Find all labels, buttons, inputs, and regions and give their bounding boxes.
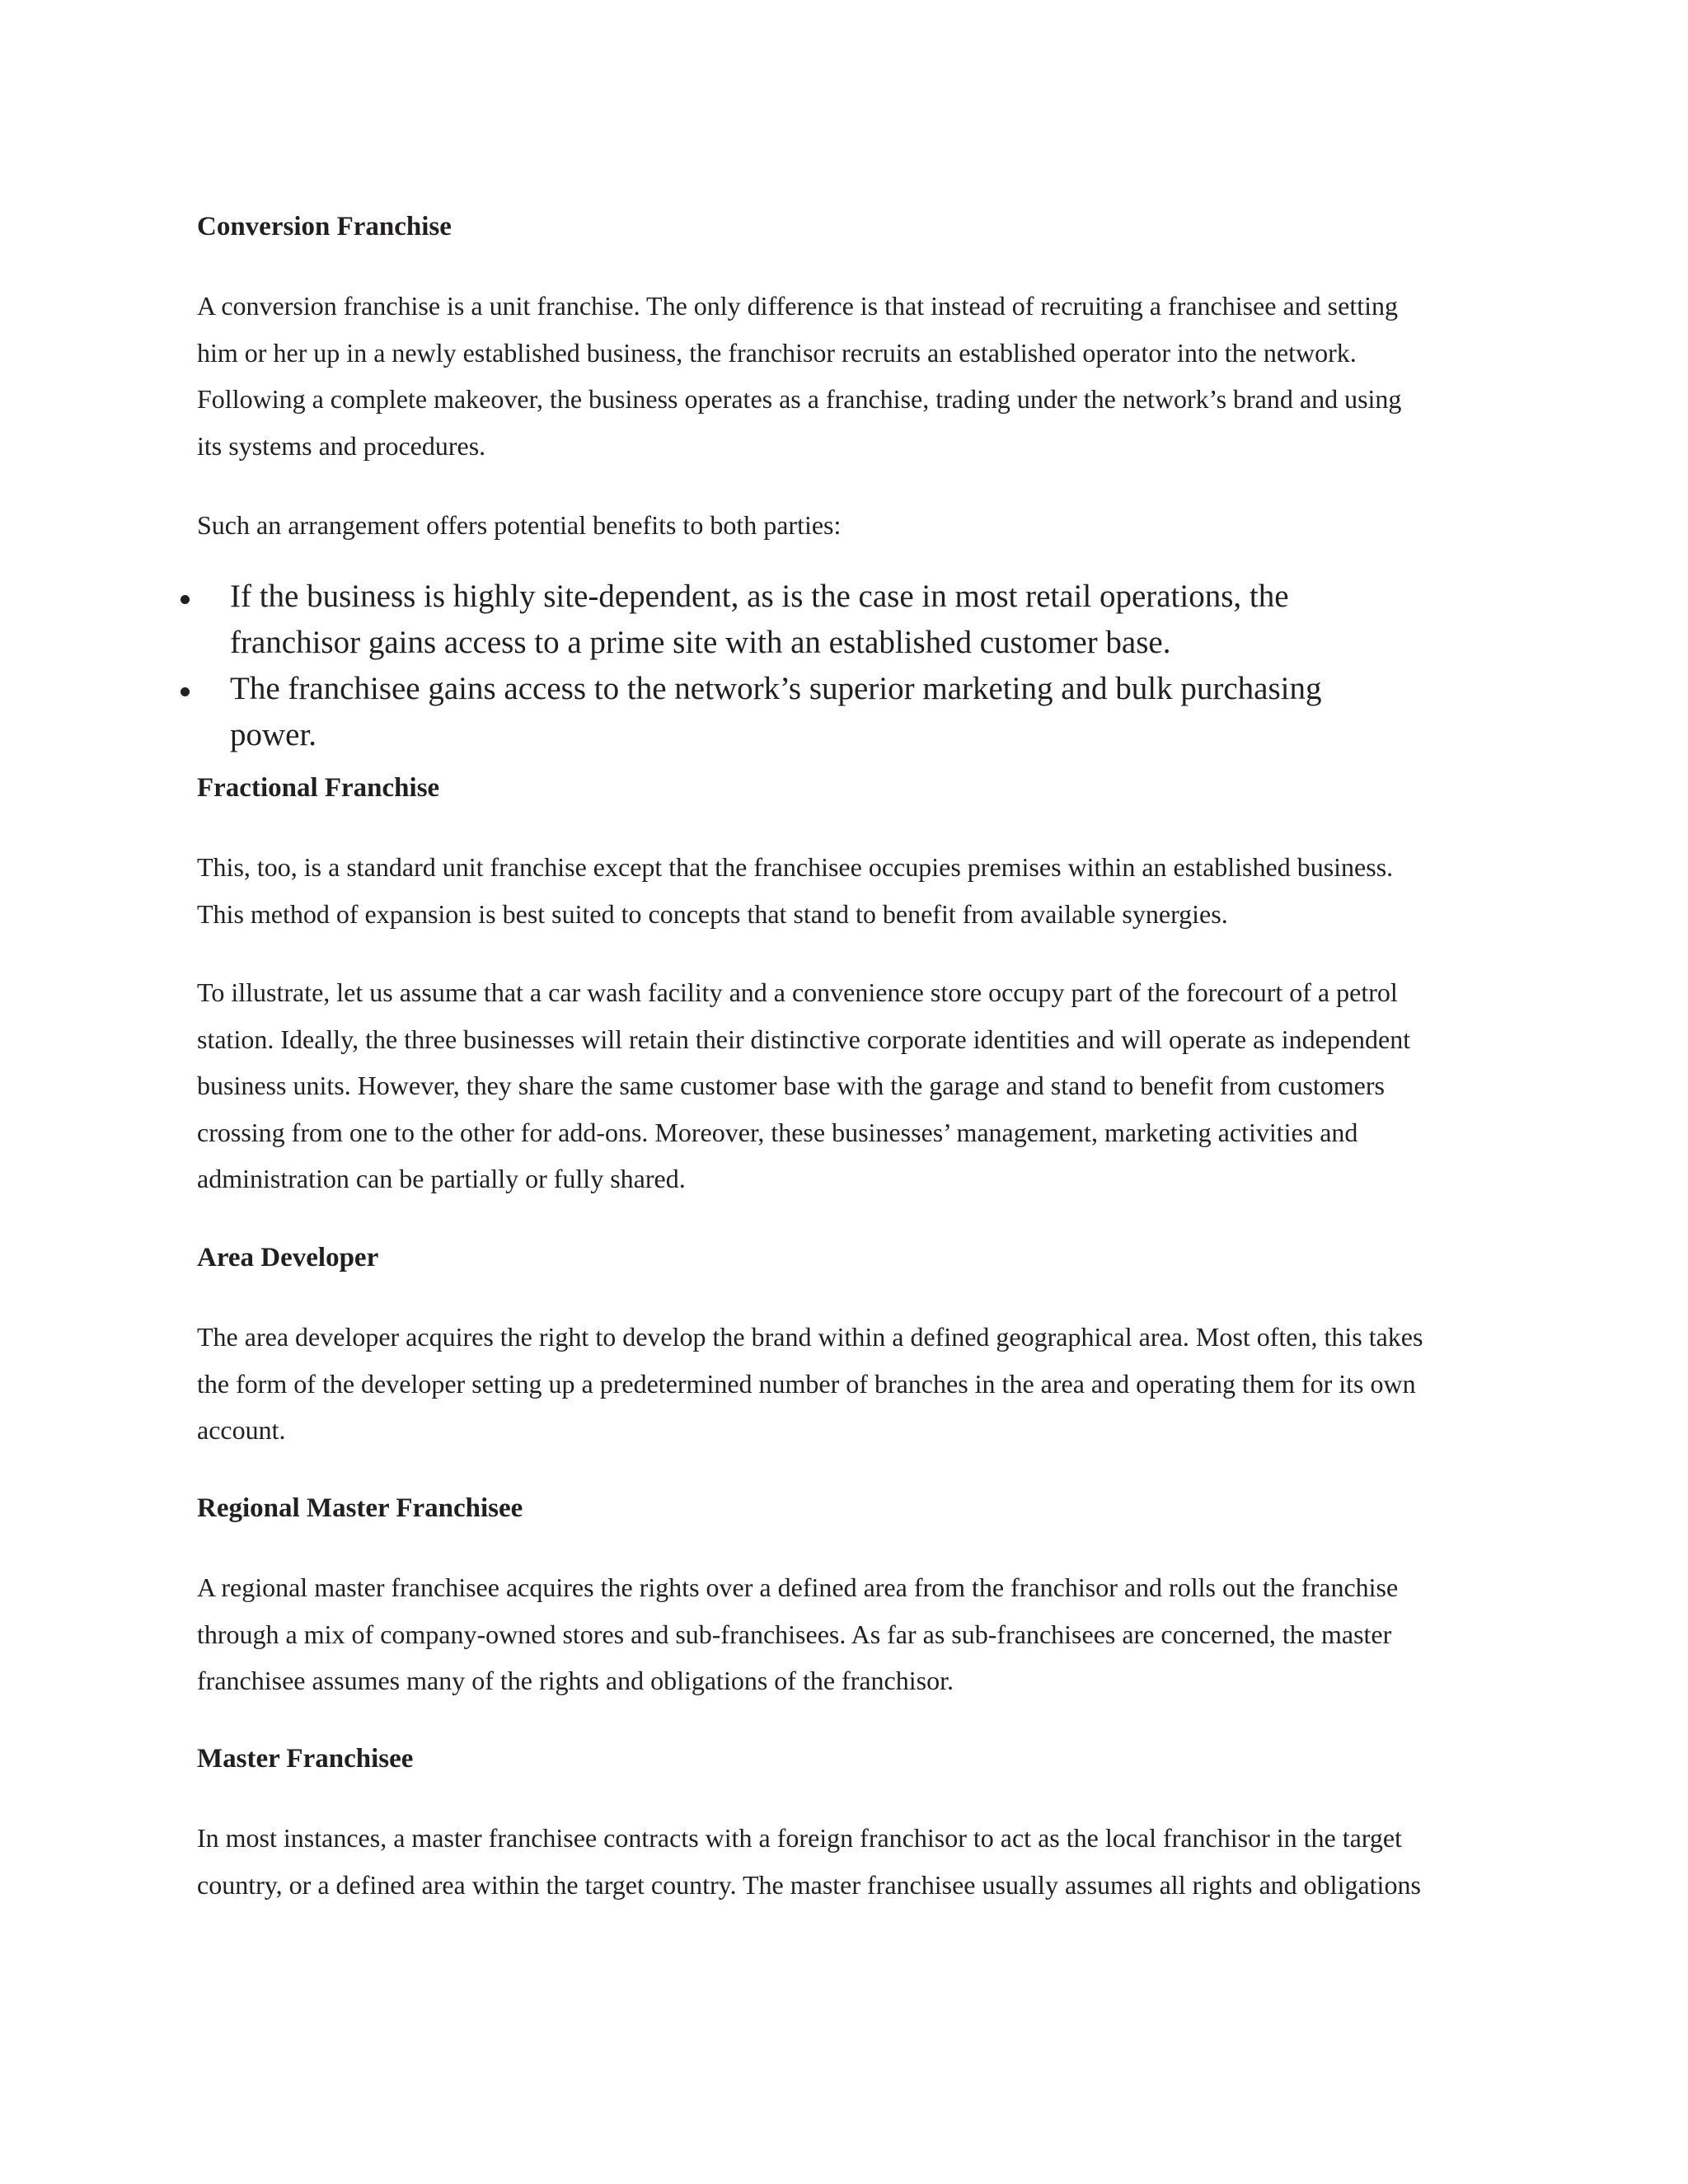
bullet-item: [0, 666, 1688, 758]
paragraph-master-franchisee: [197, 1815, 1499, 1908]
bullet-dot-icon: [181, 595, 190, 604]
paragraph-line: station. Ideally, the three businesses will retain their distinctive corporate identities and will operate as independent: [197, 1024, 1411, 1054]
paragraph-line: through a mix of company-owned stores and sub-franchisees. As far as sub-franchisees are concerned, the master: [197, 1619, 1392, 1649]
paragraph-line: business units. However, they share the same customer base with the garage and stand to benefit from customers: [197, 1071, 1385, 1100]
bullet-line: If the business is highly site-dependent, as is the case in most retail operations, the: [230, 579, 1289, 614]
benefits-bullet-list: [0, 574, 1688, 758]
heading-conversion-franchise: Conversion Franchise: [197, 212, 452, 241]
heading-area-developer: Area Developer: [197, 1243, 379, 1272]
bullet-item: [0, 574, 1688, 666]
paragraph-line: franchisee assumes many of the rights and obligations of the franchisor.: [197, 1666, 954, 1695]
paragraph-area-developer: [197, 1314, 1499, 1454]
paragraph-line: This, too, is a standard unit franchise except that the franchisee occupies premises within an established business.: [197, 852, 1394, 882]
paragraph-conversion-franchise: [197, 283, 1499, 469]
paragraph-line: A regional master franchisee acquires the rights over a defined area from the franchisor and rolls out the franchise: [197, 1572, 1399, 1602]
paragraph-fractional-illustration: [197, 969, 1499, 1202]
paragraph-regional-master-franchisee: [197, 1564, 1499, 1704]
bullet-dot-icon: [181, 687, 190, 696]
paragraph-benefits-intro: [197, 502, 1499, 549]
paragraph-fractional-franchise: [197, 844, 1499, 937]
bullet-line: The franchisee gains access to the network’s superior marketing and bulk purchasing: [230, 671, 1322, 706]
paragraph-line: its systems and procedures.: [197, 430, 486, 461]
paragraph-line: To illustrate, let us assume that a car wash facility and a convenience store occupy part of the forecourt of a petrol: [197, 977, 1398, 1007]
paragraph-line: A conversion franchise is a unit franchise. The only difference is that instead of recruiting a franchisee and setting: [197, 291, 1398, 321]
heading-regional-master-franchisee: Regional Master Franchisee: [197, 1493, 523, 1523]
paragraph-line: country, or a defined area within the target country. The master franchisee usually assumes all rights and obligations: [197, 1869, 1421, 1900]
bullet-line: power.: [230, 717, 317, 752]
paragraph-line: In most instances, a master franchisee contracts with a foreign franchisor to act as the local franchisor in the target: [197, 1823, 1402, 1853]
paragraph-line: This method of expansion is best suited to concepts that stand to benefit from available synergies.: [197, 898, 1228, 929]
paragraph-line: him or her up in a newly established business, the franchisor recruits an established operator into the network.: [197, 337, 1357, 368]
heading-fractional-franchise: Fractional Franchise: [197, 773, 440, 803]
heading-master-franchisee: Master Franchisee: [197, 1744, 414, 1774]
bullet-line: franchisor gains access to a prime site with an established customer base.: [230, 625, 1171, 660]
paragraph-line: account.: [197, 1415, 286, 1445]
paragraph-line: administration can be partially or fully shared.: [197, 1164, 686, 1193]
paragraph-line: crossing from one to the other for add-ons. Moreover, these businesses’ management, marketing activities and: [197, 1117, 1358, 1147]
paragraph-line: Such an arrangement offers potential benefits to both parties:: [197, 510, 842, 540]
paragraph-line: Following a complete makeover, the business operates as a franchise, trading under the network’s brand and using: [197, 384, 1402, 414]
paragraph-line: The area developer acquires the right to develop the brand within a defined geographical area. Most often, this takes: [197, 1322, 1423, 1352]
paragraph-line: the form of the developer setting up a predetermined number of branches in the area and operating them for its own: [197, 1368, 1416, 1399]
